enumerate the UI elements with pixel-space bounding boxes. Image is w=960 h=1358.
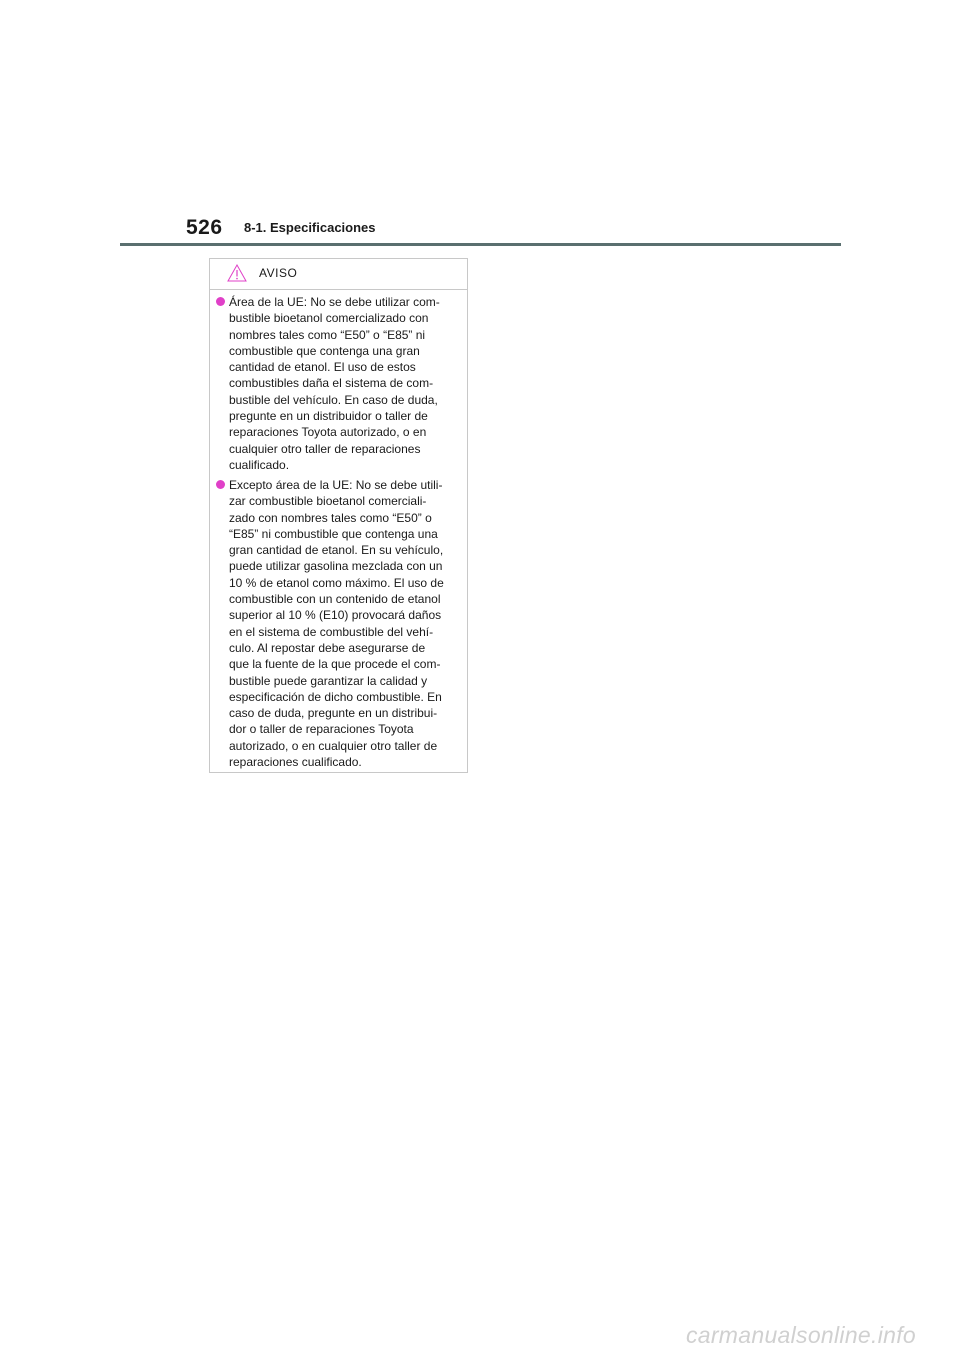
text-line: combustible que contenga una gran <box>229 343 420 358</box>
text-line: reparaciones cualificado. <box>229 755 362 770</box>
text-line: zado con nombres tales como “E50” o <box>229 510 432 525</box>
text-line: gran cantidad de etanol. En su vehículo, <box>229 543 444 558</box>
text-line: especificación de dicho combustible. En <box>229 689 442 704</box>
text-line: cualificado. <box>229 457 290 472</box>
text-line: zar combustible bioetanol comerciali- <box>229 494 427 509</box>
text-line: dor o taller de reparaciones Toyota <box>229 722 414 737</box>
text-line: pregunte en un distribuidor o taller de <box>229 409 428 424</box>
text-line: en el sistema de combustible del vehí- <box>229 624 434 639</box>
text-line: nombres tales como “E50” o “E85” ni <box>229 327 426 342</box>
text-line: combustible con un contenido de etanol <box>229 592 441 607</box>
bullet-icon <box>216 480 225 489</box>
warning-item <box>216 477 460 770</box>
text-line: bustible puede garantizar la calidad y <box>229 673 428 688</box>
text-line: cantidad de etanol. El uso de estos <box>229 360 416 375</box>
header-divider <box>120 243 841 246</box>
text-line: combustibles daña el sistema de com- <box>229 376 434 391</box>
text-line: autorizado, o en cualquier otro taller de <box>229 738 438 753</box>
warning-item <box>216 294 460 473</box>
text-line: superior al 10 % (E10) provocará daños <box>229 608 442 623</box>
text-line: Área de la UE: No se debe utilizar com- <box>229 295 440 309</box>
page-number: 526 <box>186 216 223 239</box>
text-line: reparaciones Toyota autorizado, o en <box>229 425 427 440</box>
text-line: culo. Al repostar debe asegurarse de <box>229 640 426 655</box>
text-line: que la fuente de la que procede el com- <box>229 657 441 672</box>
watermark: carmanualsonline.info <box>685 1322 916 1348</box>
text-line: cualquier otro taller de reparaciones <box>229 441 421 456</box>
text-line: “E85” ni combustible que contenga una <box>229 526 438 541</box>
section-title: 8-1. Especificaciones <box>244 220 376 235</box>
text-line: bustible del vehículo. En caso de duda, <box>229 392 438 407</box>
text-line: 10 % de etanol como máximo. El uso de <box>229 575 444 590</box>
text-line: bustible bioetanol comercializado con <box>229 311 429 326</box>
warning-box <box>209 258 468 773</box>
warning-title: AVISO <box>259 266 298 280</box>
bullet-icon <box>216 297 225 306</box>
warning-triangle-icon <box>227 264 247 282</box>
warning-item-text <box>229 477 460 770</box>
warning-item-text <box>229 294 460 473</box>
text-line: Excepto área de la UE: No se debe utili- <box>229 478 443 492</box>
text-line: puede utilizar gasolina mezclada con un <box>229 559 443 574</box>
warning-header <box>210 259 467 290</box>
text-line: caso de duda, pregunte en un distribui- <box>229 706 438 721</box>
